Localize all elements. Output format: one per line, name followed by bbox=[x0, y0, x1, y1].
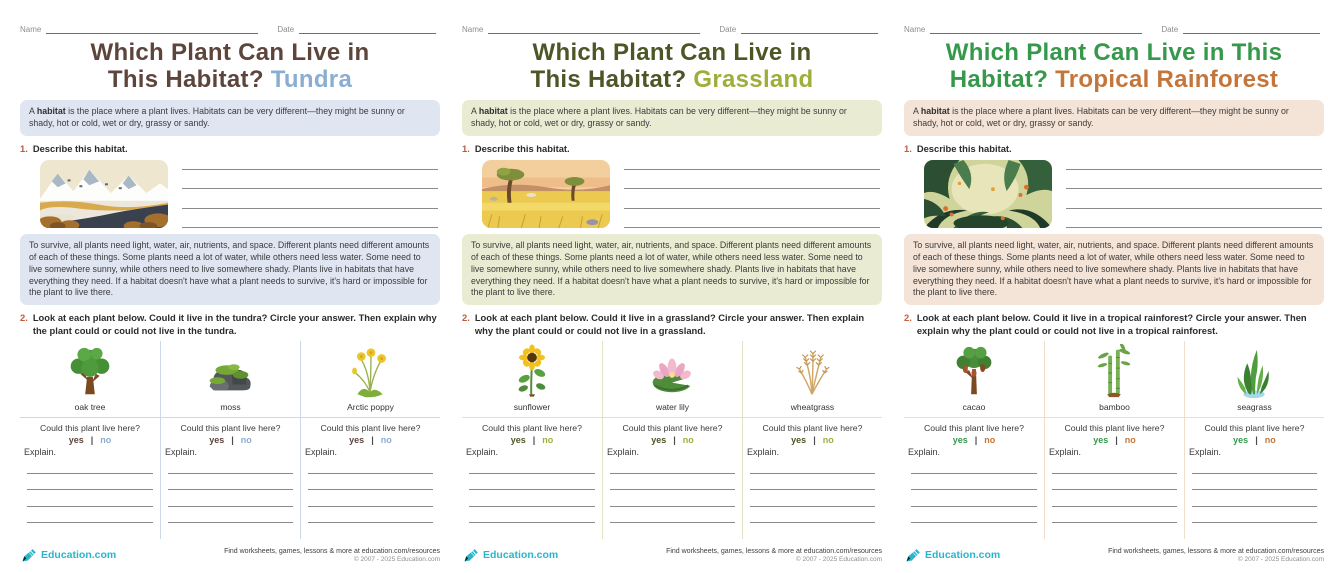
explain-answer-lines[interactable] bbox=[27, 457, 153, 539]
divider-line bbox=[743, 417, 882, 418]
footer-copyright: © 2007 - 2025 Education.com bbox=[1237, 555, 1324, 563]
worksheet-footer bbox=[20, 542, 440, 568]
worksheet-tropical-rainforest bbox=[904, 22, 1324, 568]
date-label: Date bbox=[277, 25, 295, 34]
habitat-name: Grassland bbox=[693, 65, 814, 93]
question-1-answer-area bbox=[904, 160, 1324, 228]
plant-table bbox=[462, 341, 882, 539]
yes-option[interactable]: yes bbox=[209, 435, 225, 446]
wheatgrass-image bbox=[784, 344, 840, 400]
plant-column bbox=[1044, 341, 1184, 539]
rainforest-scene-image bbox=[924, 160, 1052, 228]
worksheet-grassland bbox=[462, 22, 882, 568]
name-date-row bbox=[904, 22, 1324, 34]
yes-option[interactable]: yes bbox=[791, 435, 807, 446]
could-live-question: Could this plant live here? bbox=[1064, 423, 1165, 434]
plant-column bbox=[904, 341, 1044, 539]
water-lily-image bbox=[644, 344, 700, 400]
plant-name: Arctic poppy bbox=[347, 402, 394, 413]
explain-label: Explain. bbox=[908, 447, 941, 458]
name-line[interactable] bbox=[488, 23, 700, 34]
date-line[interactable] bbox=[299, 23, 436, 34]
yes-option[interactable]: yes bbox=[68, 435, 84, 446]
no-option[interactable]: no bbox=[380, 435, 392, 446]
plant-column bbox=[742, 341, 882, 539]
plant-needs-box: To survive, all plants need light, water, air, nutrients, and space. Different plants need different amounts of each of these things. Some plants need a lot of water, while others need less water. Some need to live somewhere sunny, while others need to live somewhere shady. Plants live in habitats that have everything they need. If a habitat doesn't have what a plant needs to survive, it's hard or impossible for the plant to live there. bbox=[462, 234, 882, 305]
yes-no-separator: | bbox=[1255, 435, 1258, 446]
question-1-answer-area bbox=[462, 160, 882, 228]
plant-column bbox=[160, 341, 300, 539]
name-date-row bbox=[462, 22, 882, 34]
explain-label: Explain. bbox=[1048, 447, 1082, 458]
plant-table bbox=[20, 341, 440, 539]
plant-name: wheatgrass bbox=[790, 402, 835, 413]
question-2-number: 2. bbox=[462, 312, 470, 324]
question-1-text: Describe this habitat. bbox=[32, 142, 128, 154]
name-date-row bbox=[20, 22, 440, 34]
education-logo[interactable] bbox=[462, 547, 558, 564]
question-1 bbox=[20, 143, 440, 155]
plant-name: sunflower bbox=[513, 402, 551, 413]
explain-label: Explain. bbox=[1188, 447, 1221, 458]
explain-answer-lines[interactable] bbox=[469, 457, 595, 539]
footer-text bbox=[1108, 548, 1324, 563]
education-logo[interactable] bbox=[904, 547, 1000, 564]
plant-column bbox=[602, 341, 742, 539]
education-logo[interactable] bbox=[20, 547, 116, 564]
habitat-definition-box: A habitat is the place where a plant lives. Habitats can be very different—they might be sunny or shady, hot or cold, wet or dry, grassy or sandy. bbox=[904, 100, 1324, 136]
question-2 bbox=[904, 312, 1324, 337]
yes-option[interactable]: yes bbox=[952, 435, 968, 446]
footer-find-text: Find worksheets, games, lessons & more at education.com/resources bbox=[224, 547, 440, 555]
yes-option[interactable]: yes bbox=[1233, 435, 1249, 446]
question-1-number: 1. bbox=[904, 142, 912, 154]
question-1-answer-area bbox=[20, 160, 440, 228]
plant-name: cacao bbox=[962, 402, 986, 413]
yes-option[interactable]: yes bbox=[510, 435, 526, 446]
question-2 bbox=[20, 312, 440, 337]
explain-label: Explain. bbox=[304, 447, 337, 458]
yes-no-row bbox=[1093, 435, 1136, 445]
yes-no-separator: | bbox=[90, 435, 94, 446]
no-option[interactable]: no bbox=[542, 435, 554, 446]
yes-no-separator: | bbox=[532, 435, 536, 446]
footer-find-text: Find worksheets, games, lessons & more at education.com/resources bbox=[1108, 547, 1324, 555]
yes-no-row bbox=[69, 435, 112, 445]
yes-no-row bbox=[209, 435, 252, 445]
brand-text: Education.com bbox=[925, 549, 1001, 561]
page-title: Which Plant Can Live in This Habitat? Grassland bbox=[530, 39, 814, 93]
no-option[interactable]: no bbox=[1124, 435, 1136, 446]
explain-answer-lines[interactable] bbox=[308, 457, 433, 539]
explain-label: Explain. bbox=[606, 447, 640, 458]
plant-name: moss bbox=[220, 402, 241, 413]
question-1-text: Describe this habitat. bbox=[474, 142, 570, 154]
question-1 bbox=[904, 143, 1324, 155]
no-option[interactable]: no bbox=[240, 435, 252, 446]
yes-no-row bbox=[953, 435, 996, 445]
date-label: Date bbox=[719, 25, 737, 34]
habitat-name: Tropical Rainforest bbox=[1055, 65, 1279, 93]
yes-no-separator: | bbox=[974, 435, 978, 446]
habitat-definition-box: A habitat is the place where a plant lives. Habitats can be very different—they might be sunny or shady, hot or cold, wet or dry, grassy or sandy. bbox=[20, 100, 440, 136]
yes-no-row bbox=[651, 435, 694, 445]
question-2 bbox=[462, 312, 882, 337]
explain-answer-lines[interactable] bbox=[750, 457, 875, 539]
worksheet-tundra bbox=[20, 22, 440, 568]
name-label: Name bbox=[20, 25, 42, 34]
yes-no-separator: | bbox=[231, 435, 234, 446]
brand-text: Education.com bbox=[41, 549, 117, 561]
arctic-poppy-image bbox=[342, 344, 398, 400]
name-line[interactable] bbox=[46, 23, 258, 34]
name-label: Name bbox=[462, 25, 484, 34]
pencil-icon bbox=[20, 547, 37, 564]
divider-line bbox=[462, 417, 602, 418]
explain-label: Explain. bbox=[24, 447, 57, 458]
pencil-icon bbox=[462, 547, 479, 564]
cacao-image bbox=[946, 344, 1002, 400]
plant-column bbox=[462, 341, 602, 539]
habitat-definition-box: A habitat is the place where a plant lives. Habitats can be very different—they might be sunny or shady, hot or cold, wet or dry, grassy or sandy. bbox=[462, 100, 882, 136]
page-title: Which Plant Can Live in This Habitat? Tundra bbox=[90, 39, 370, 93]
question-2-number: 2. bbox=[904, 312, 912, 324]
name-line[interactable] bbox=[930, 23, 1142, 34]
footer-copyright: © 2007 - 2025 Education.com bbox=[795, 555, 882, 563]
yes-no-row bbox=[511, 435, 554, 445]
explain-label: Explain. bbox=[466, 447, 499, 458]
plant-name: water lily bbox=[655, 402, 689, 413]
sunflower-image bbox=[504, 344, 560, 400]
could-live-question: Could this plant live here? bbox=[40, 423, 140, 434]
yes-no-row bbox=[1233, 435, 1276, 445]
explain-label: Explain. bbox=[164, 447, 198, 458]
date-line[interactable] bbox=[741, 23, 878, 34]
tundra-scene-image bbox=[40, 160, 168, 228]
name-label: Name bbox=[904, 25, 926, 34]
divider-line bbox=[161, 417, 300, 418]
footer-text bbox=[224, 548, 440, 563]
yes-option[interactable]: yes bbox=[1093, 435, 1109, 446]
yes-no-separator: | bbox=[371, 435, 374, 446]
yes-no-separator: | bbox=[813, 435, 816, 446]
yes-no-row bbox=[349, 435, 392, 445]
question-2-number: 2. bbox=[20, 312, 28, 324]
worksheet-footer bbox=[462, 542, 882, 568]
explain-answer-lines[interactable] bbox=[610, 457, 735, 539]
plant-name: oak tree bbox=[74, 402, 106, 413]
plant-needs-box: To survive, all plants need light, water, air, nutrients, and space. Different plants need different amounts of each of these things. Some plants need a lot of water, while others need less water. Some need to live somewhere sunny, while others need to live somewhere shady. Plants live in habitats that have everything they need. If a habitat doesn't have what a plant needs to survive, it's hard or impossible for the plant to live there. bbox=[904, 234, 1324, 305]
could-live-question: Could this plant live here? bbox=[924, 423, 1024, 434]
no-option[interactable]: no bbox=[822, 435, 834, 446]
moss-image bbox=[202, 344, 258, 400]
no-option[interactable]: no bbox=[984, 435, 996, 446]
footer-text bbox=[666, 548, 882, 563]
plant-column bbox=[300, 341, 440, 539]
could-live-question: Could this plant live here? bbox=[1204, 423, 1305, 434]
question-1 bbox=[462, 143, 882, 155]
question-1-number: 1. bbox=[20, 142, 28, 154]
no-option[interactable]: no bbox=[100, 435, 112, 446]
could-live-question: Could this plant live here? bbox=[482, 423, 582, 434]
plant-column bbox=[20, 341, 160, 539]
could-live-question: Could this plant live here? bbox=[762, 423, 863, 434]
oak-tree-image bbox=[62, 344, 118, 400]
divider-line bbox=[301, 417, 440, 418]
yes-option[interactable]: yes bbox=[651, 435, 667, 446]
could-live-question: Could this plant live here? bbox=[622, 423, 723, 434]
no-option[interactable]: no bbox=[682, 435, 694, 446]
date-line[interactable] bbox=[1183, 23, 1320, 34]
divider-line bbox=[1045, 417, 1184, 418]
grassland-scene-image bbox=[482, 160, 610, 228]
bamboo-image bbox=[1086, 344, 1142, 400]
plant-name: seagrass bbox=[1237, 402, 1272, 413]
seagrass-image bbox=[1226, 344, 1282, 400]
plant-needs-box: To survive, all plants need light, water, air, nutrients, and space. Different plants need different amounts of each of these things. Some plants need a lot of water, while others need less water. Some need to live somewhere sunny, while others need to live somewhere shady. Plants live in habitats that have everything they need. If a habitat doesn't have what a plant needs to survive, it's hard or impossible for the plant to live there. bbox=[20, 234, 440, 305]
describe-answer-lines[interactable] bbox=[624, 160, 880, 228]
question-1-number: 1. bbox=[462, 142, 470, 154]
pencil-icon bbox=[904, 547, 921, 564]
could-live-question: Could this plant live here? bbox=[180, 423, 281, 434]
divider-line bbox=[904, 417, 1044, 418]
could-live-question: Could this plant live here? bbox=[320, 423, 421, 434]
plant-column bbox=[1184, 341, 1324, 539]
footer-copyright: © 2007 - 2025 Education.com bbox=[353, 555, 440, 563]
question-2-text: Look at each plant below. Could it live in a grassland? Circle your answer. Then explain why the plant could or could not live in a grassland. bbox=[474, 312, 865, 336]
page-title: Which Plant Can Live in This Habitat? Tropical Rainforest bbox=[945, 39, 1283, 93]
explain-label: Explain. bbox=[746, 447, 779, 458]
no-option[interactable]: no bbox=[1264, 435, 1276, 446]
describe-answer-lines[interactable] bbox=[182, 160, 438, 228]
date-label: Date bbox=[1161, 25, 1179, 34]
worksheet-footer bbox=[904, 542, 1324, 568]
yes-no-row bbox=[791, 435, 834, 445]
divider-line bbox=[20, 417, 160, 418]
question-1-text: Describe this habitat. bbox=[916, 142, 1012, 154]
describe-answer-lines[interactable] bbox=[1066, 160, 1322, 228]
explain-answer-lines[interactable] bbox=[1192, 457, 1317, 539]
plant-name: bamboo bbox=[1099, 402, 1130, 413]
habitat-name: Tundra bbox=[270, 65, 353, 93]
yes-option[interactable]: yes bbox=[349, 435, 365, 446]
plant-table bbox=[904, 341, 1324, 539]
question-2-text: Look at each plant below. Could it live in the tundra? Circle your answer. Then explain why the plant could or could not live in the tundra. bbox=[32, 312, 437, 336]
explain-answer-lines[interactable] bbox=[1052, 457, 1177, 539]
footer-find-text: Find worksheets, games, lessons & more at education.com/resources bbox=[666, 547, 882, 555]
explain-answer-lines[interactable] bbox=[168, 457, 293, 539]
yes-no-separator: | bbox=[673, 435, 676, 446]
divider-line bbox=[1185, 417, 1324, 418]
yes-no-separator: | bbox=[1115, 435, 1118, 446]
question-2-text: Look at each plant below. Could it live in a tropical rainforest? Circle your answer. Then explain why the plant could or could not live in a tropical rainforest. bbox=[916, 312, 1307, 336]
brand-text: Education.com bbox=[483, 549, 559, 561]
explain-answer-lines[interactable] bbox=[911, 457, 1037, 539]
divider-line bbox=[603, 417, 742, 418]
